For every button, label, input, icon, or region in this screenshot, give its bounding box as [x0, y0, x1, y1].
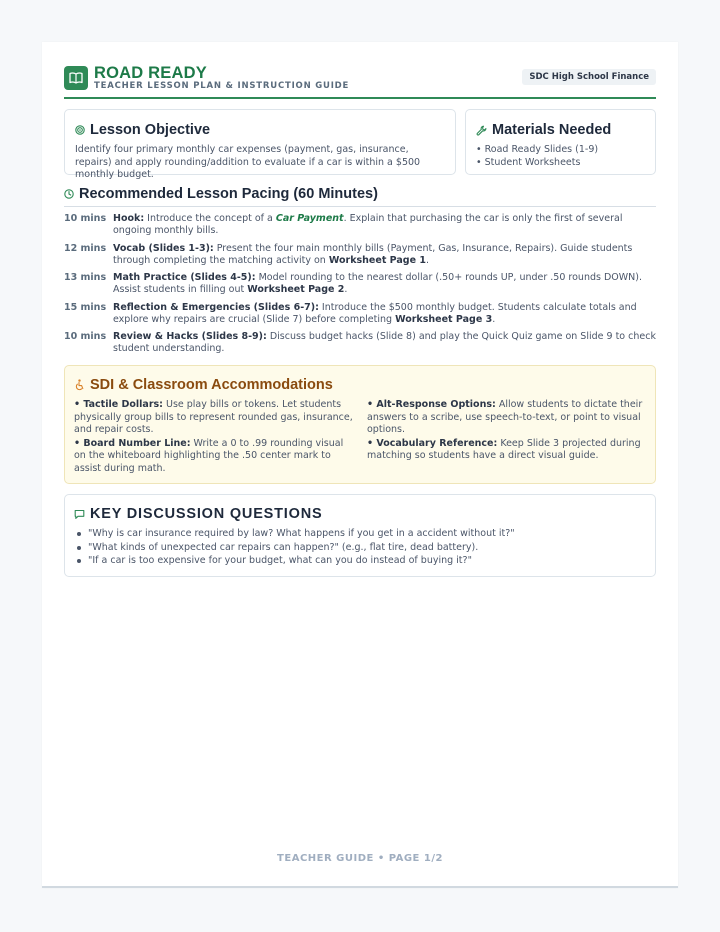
- page-header: [64, 64, 656, 100]
- chat-bubble-icon: [74, 509, 85, 520]
- pacing-row: [64, 243, 656, 267]
- pacing-time: 10 mins: [64, 213, 107, 224]
- pacing-title: Recommended Lesson Pacing (60 Minutes): [79, 186, 378, 202]
- questions-title: KEY DISCUSSION QUESTIONS: [90, 506, 323, 522]
- pacing-time: 10 mins: [64, 331, 107, 342]
- wrench-icon: [476, 125, 487, 136]
- book-icon: [64, 66, 88, 90]
- materials-item: • Road Ready Slides (1-9): [476, 144, 599, 155]
- pacing-row: [64, 302, 656, 326]
- pacing-divider: [64, 206, 656, 207]
- pacing-description: Hook: Introduce the concept of a Car Payment. Explain that purchasing the car is only the first of several ongoing monthly bills.: [113, 213, 623, 236]
- objective-text: Identify four primary monthly car expenses (payment, gas, insurance, repairs) and apply rounding/addition to evaluate if a car is within a $500 monthly budget.: [75, 144, 421, 180]
- page-footer: TEACHER GUIDE • PAGE 1/2: [277, 853, 443, 864]
- clock-icon: [64, 189, 74, 199]
- sdi-card: [64, 365, 656, 484]
- objective-card: [64, 109, 456, 180]
- header-divider: [64, 97, 656, 99]
- pacing-description: Vocab (Slides 1-3): Present the four main monthly bills (Payment, Gas, Insurance, Repairs). Guide students through completing the matching activity on Worksheet Page 1.: [113, 242, 633, 266]
- pacing-list: [64, 213, 656, 361]
- org-badge: SDC High School Finance: [522, 69, 656, 85]
- list-item: • Tactile Dollars: Use play bills or tokens. Let students physically group bills to represent rounded gas, insurance, and repair costs.: [74, 399, 353, 435]
- questions-card: [64, 494, 656, 577]
- worksheet-ref: Worksheet Page 2: [247, 284, 345, 295]
- pacing-description: Reflection & Emergencies (Slides 6-7): Introduce the $500 monthly budget. Students calculate totals and explore why repairs are crucial (Slide 7) before completing Worksheet Page 3.: [113, 301, 637, 325]
- target-icon: [75, 125, 85, 135]
- worksheet-ref: Worksheet Page 1: [328, 254, 426, 266]
- sdi-column-left: [74, 399, 353, 476]
- sdi-column-right: [367, 399, 646, 476]
- highlight-term: Car Payment: [275, 213, 344, 224]
- pacing-time: 13 mins: [64, 272, 107, 283]
- materials-card: [465, 109, 656, 175]
- sdi-title: SDI & Classroom Accommodations: [90, 377, 333, 393]
- pacing-description: Math Practice (Slides 4-5): Model rounding to the nearest dollar (.50+ rounds UP, under .50 rounds DOWN). Assist students in filling out Worksheet Page 2.: [113, 272, 642, 295]
- pacing-time: 12 mins: [64, 242, 107, 254]
- list-item: • Board Number Line: Write a 0 to .99 rounding visual on the whiteboard highlighting the .50 center mark to assist during math.: [74, 437, 344, 474]
- accessibility-icon: [74, 379, 85, 391]
- worksheet-ref: Worksheet Page 3: [395, 313, 493, 325]
- pacing-row: [64, 272, 656, 296]
- pacing-row: [64, 331, 656, 355]
- page-subtitle: TEACHER LESSON PLAN & INSTRUCTION GUIDE: [94, 81, 350, 91]
- objective-title: Lesson Objective: [90, 122, 211, 138]
- materials-title: Materials Needed: [492, 122, 612, 138]
- list-item: "What kinds of unexpected car repairs can happen?" (e.g., flat tire, dead battery).: [88, 541, 646, 555]
- list-item: • Alt-Response Options: Allow students to dictate their answers to a scribe, use speech-to-text, or point to visual options.: [367, 399, 643, 435]
- lesson-plan-page: [42, 42, 678, 888]
- pacing-heading: [64, 186, 378, 202]
- materials-item: • Student Worksheets: [476, 156, 581, 168]
- pacing-time: 15 mins: [64, 301, 107, 313]
- list-item: • Vocabulary Reference: Keep Slide 3 projected during matching so students have a direct visual guide.: [367, 437, 641, 461]
- pacing-description: Review & Hacks (Slides 8-9): Discuss budget hacks (Slide 8) and play the Quick Quiz game on Slide 9 to check student understanding.: [113, 331, 656, 354]
- list-item: "If a car is too expensive for your budget, what can you do instead of buying it?": [88, 554, 646, 568]
- page-title: ROAD READY: [94, 64, 207, 82]
- list-item: "Why is car insurance required by law? What happens if you get in a accident without it?": [88, 527, 646, 541]
- pacing-row: [64, 213, 656, 237]
